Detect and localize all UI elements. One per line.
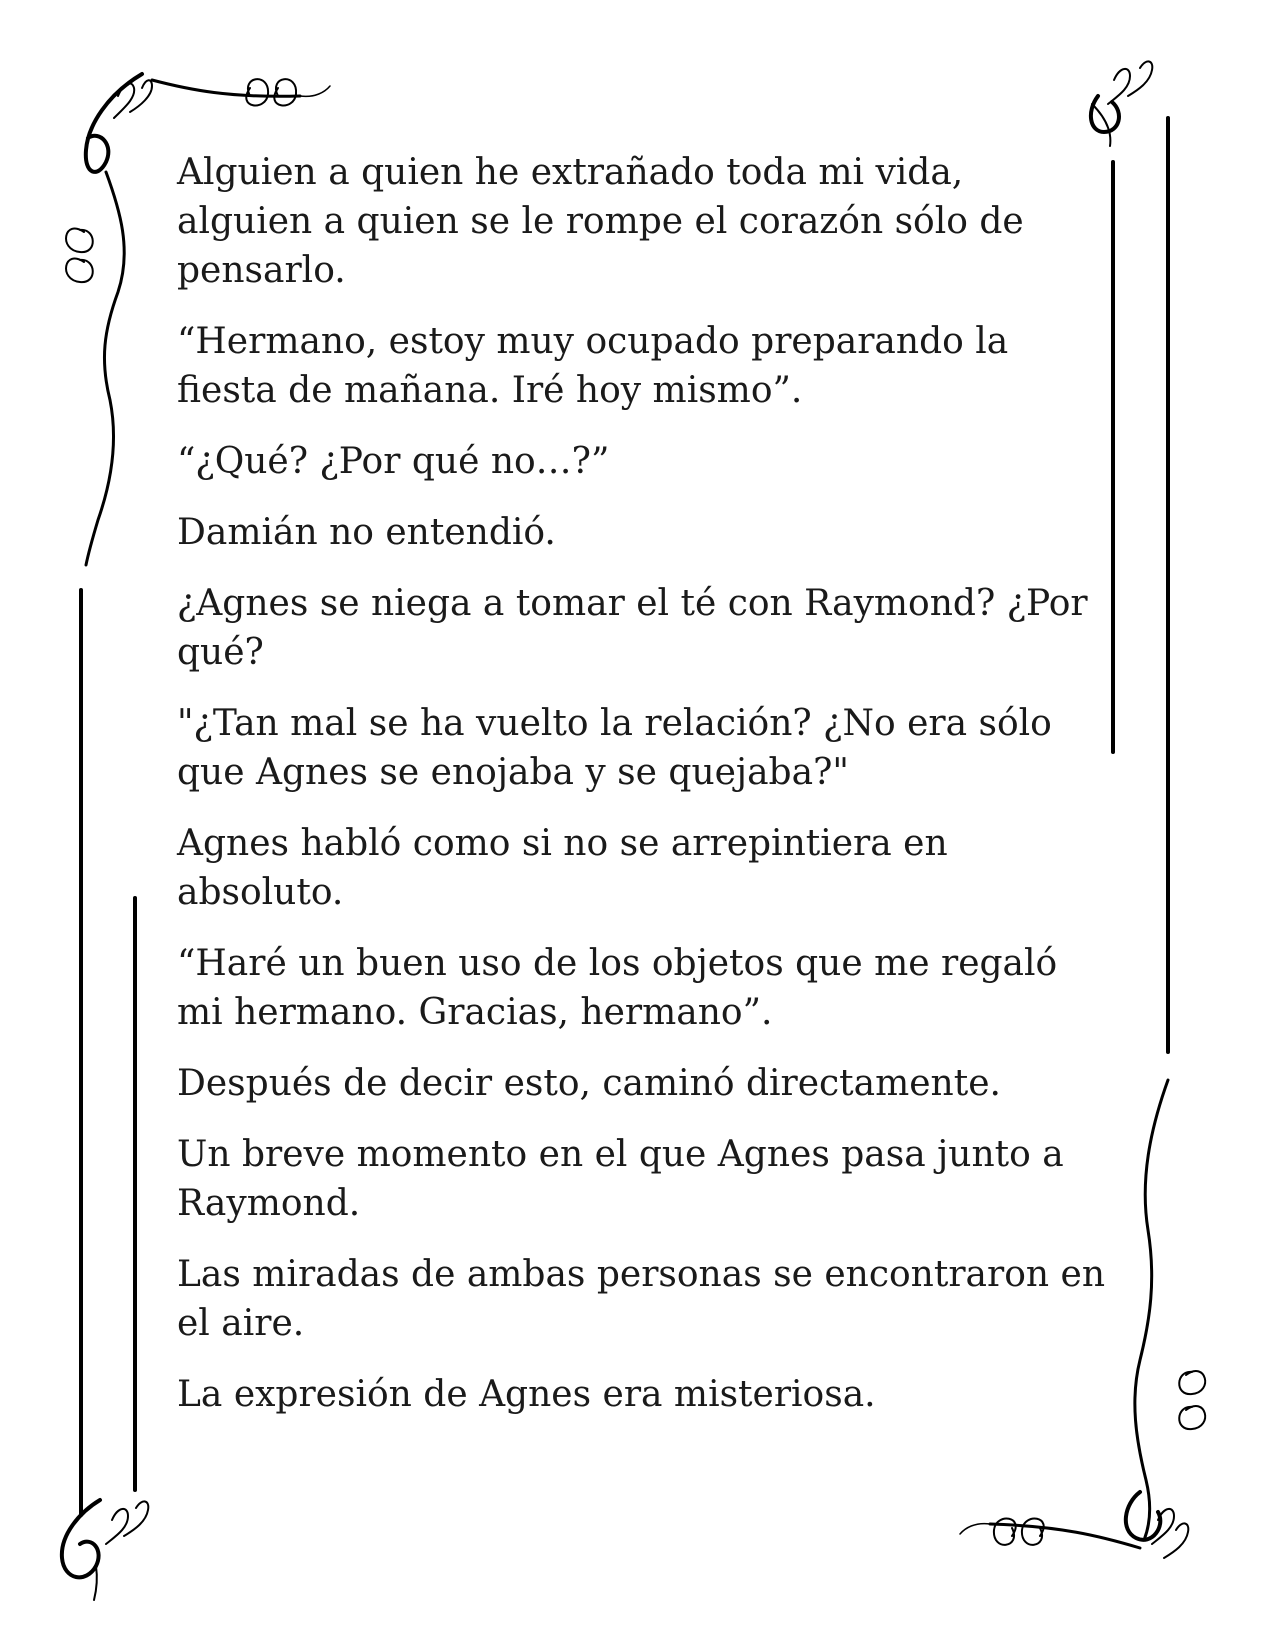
bottom-left-flourish-icon [62,1500,148,1600]
paragraph: “Hermano, estoy muy ocupado preparando la fiesta de mañana. Iré hoy mismo”. [177,321,1009,411]
top-right-flourish-icon [1091,61,1152,146]
paragraph: Alguien a quien he extrañado toda mi vida, alguien a quien se le rompe el corazón sólo de pensarlo. [177,152,1024,291]
paragraph: "¿Tan mal se ha vuelto la relación? ¿No era sólo que Agnes se enojaba y se quejaba?" [177,703,1052,793]
paragraph: “¿Qué? ¿Por qué no…?” [177,441,610,482]
paragraph: Las miradas de ambas personas se encontraron en el aire. [177,1254,1106,1344]
page-text [177,148,1107,1441]
paragraph: ¿Agnes se niega a tomar el té con Raymond? ¿Por qué? [177,583,1088,673]
paragraph: Agnes habló como si no se arrepintiera en absoluto. [177,823,948,913]
paragraph: Un breve momento en el que Agnes pasa junto a Raymond. [177,1134,1064,1224]
paragraph: La expresión de Agnes era misteriosa. [177,1374,876,1415]
paragraph: “Haré un buen uso de los objetos que me regaló mi hermano. Gracias, hermano”. [177,943,1058,1033]
paragraph: Damián no entendió. [177,512,556,553]
paragraph: Después de decir esto, caminó directamente. [177,1063,1001,1104]
